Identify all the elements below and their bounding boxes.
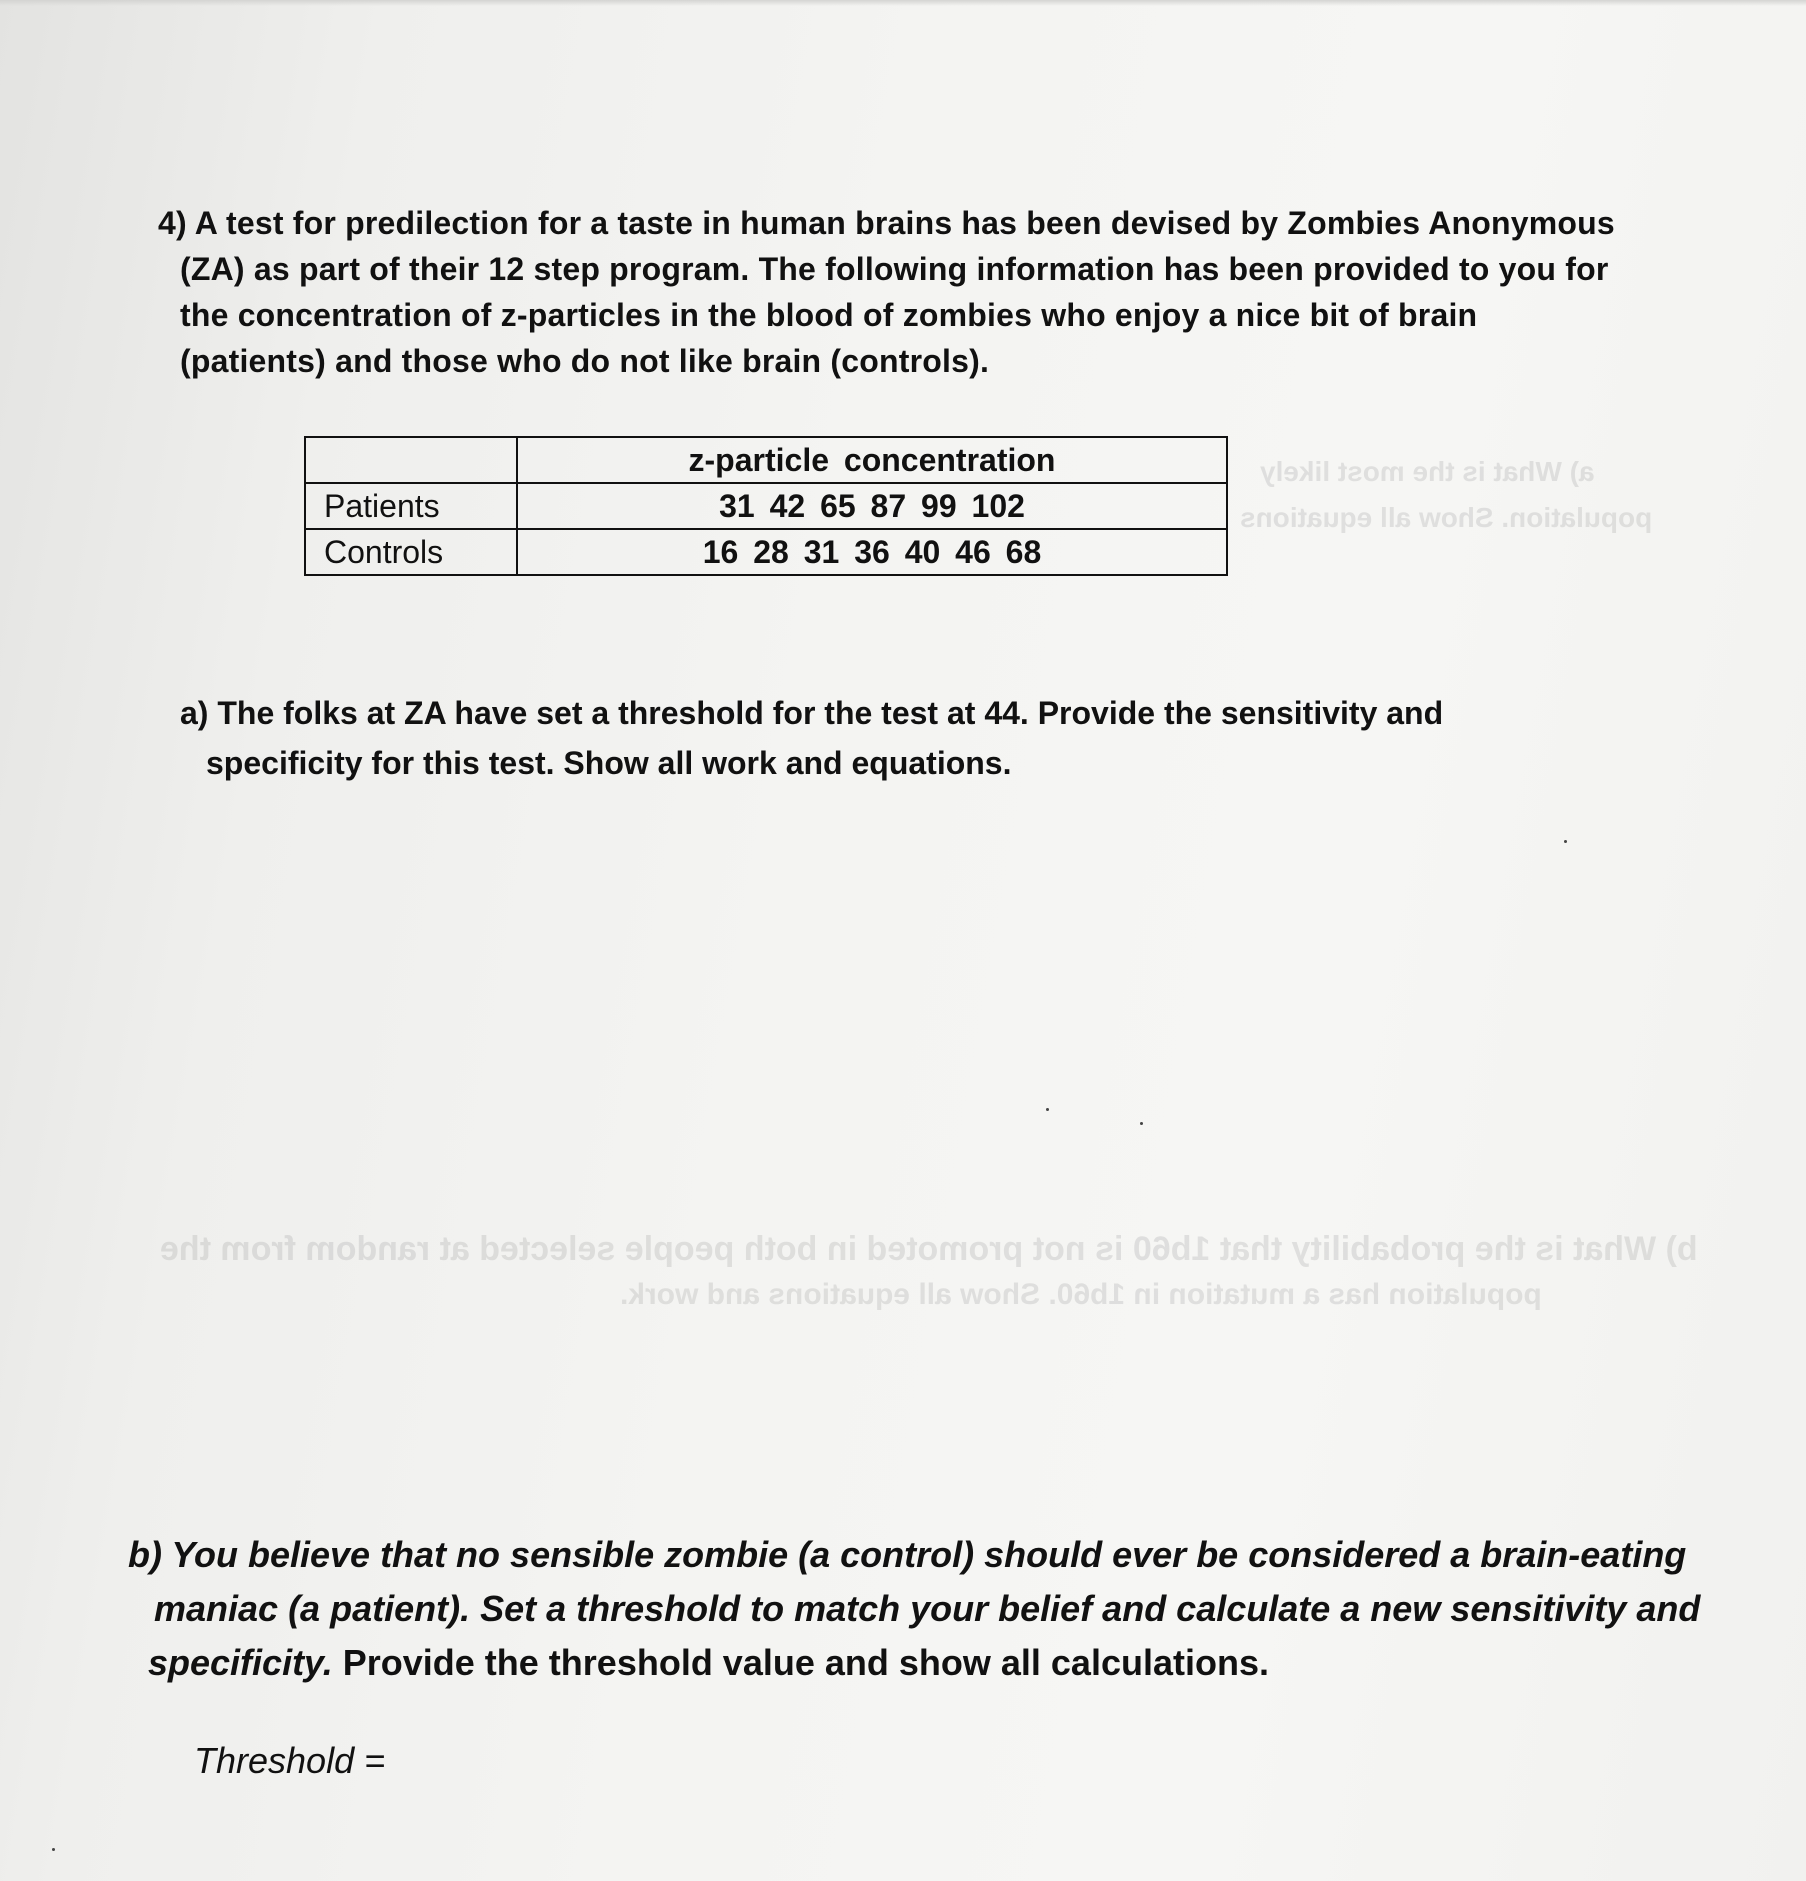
- part-b-line-3-italic: specificity.: [148, 1642, 333, 1683]
- table-row: [305, 529, 1227, 575]
- part-b-line-3-rest: Provide the threshold value and show all calculations.: [332, 1642, 1269, 1683]
- table-row: [305, 483, 1227, 529]
- question-line-2: (ZA) as part of their 12 step program. The following information has been provided to you for: [180, 251, 1609, 287]
- concentration-table: [304, 436, 1228, 576]
- part-b-line-3: [128, 1636, 1768, 1690]
- part-a: [180, 688, 1640, 788]
- show-through-text: population. Show all equations: [1240, 502, 1653, 533]
- show-through-text: b) What is the probability that 1b60 is not promoted in both people selected at random from the: [160, 1230, 1698, 1268]
- part-a-line-1: a) The folks at ZA have set a threshold for the test at 44. Provide the sensitivity and: [180, 695, 1444, 731]
- question-line-4: (patients) and those who do not like brain (controls).: [180, 343, 990, 379]
- part-a-line-2: specificity for this test. Show all work and equations.: [206, 745, 1012, 781]
- question-line-1: 4) A test for predilection for a taste in human brains has been devised by Zombies Anonymous: [158, 205, 1615, 241]
- table-header-row: [305, 437, 1227, 483]
- question-4: [158, 200, 1718, 384]
- paper-speck: [1046, 1108, 1049, 1111]
- part-b-line-2: maniac (a patient). Set a threshold to match your belief and calculate a new sensitivity and: [154, 1588, 1701, 1629]
- part-b: [128, 1528, 1768, 1690]
- threshold-label: Threshold =: [194, 1740, 386, 1781]
- question-line-3: the concentration of z-particles in the blood of zombies who enjoy a nice bit of brain: [180, 297, 1478, 333]
- row-values-patients: 31 42 65 87 99 102: [517, 483, 1227, 529]
- row-values-controls: 16 28 31 36 40 46 68: [517, 529, 1227, 575]
- row-label-controls: Controls: [305, 529, 517, 575]
- paper-speck: [1140, 1122, 1143, 1125]
- page-edge-shadow: [0, 0, 1806, 6]
- part-b-line-1: b) You believe that no sensible zombie (a control) should ever be considered a brain-eating: [128, 1534, 1687, 1575]
- show-through-text: population has a mutation in 1b60. Show all equations and work.: [620, 1278, 1542, 1311]
- paper-speck: [52, 1848, 55, 1851]
- row-label-patients: Patients: [305, 483, 517, 529]
- paper-speck: [1564, 840, 1567, 843]
- table-header-empty: [305, 437, 517, 483]
- show-through-text: a) What is the most likely: [1260, 456, 1595, 487]
- table-header: z-particle concentration: [517, 437, 1227, 483]
